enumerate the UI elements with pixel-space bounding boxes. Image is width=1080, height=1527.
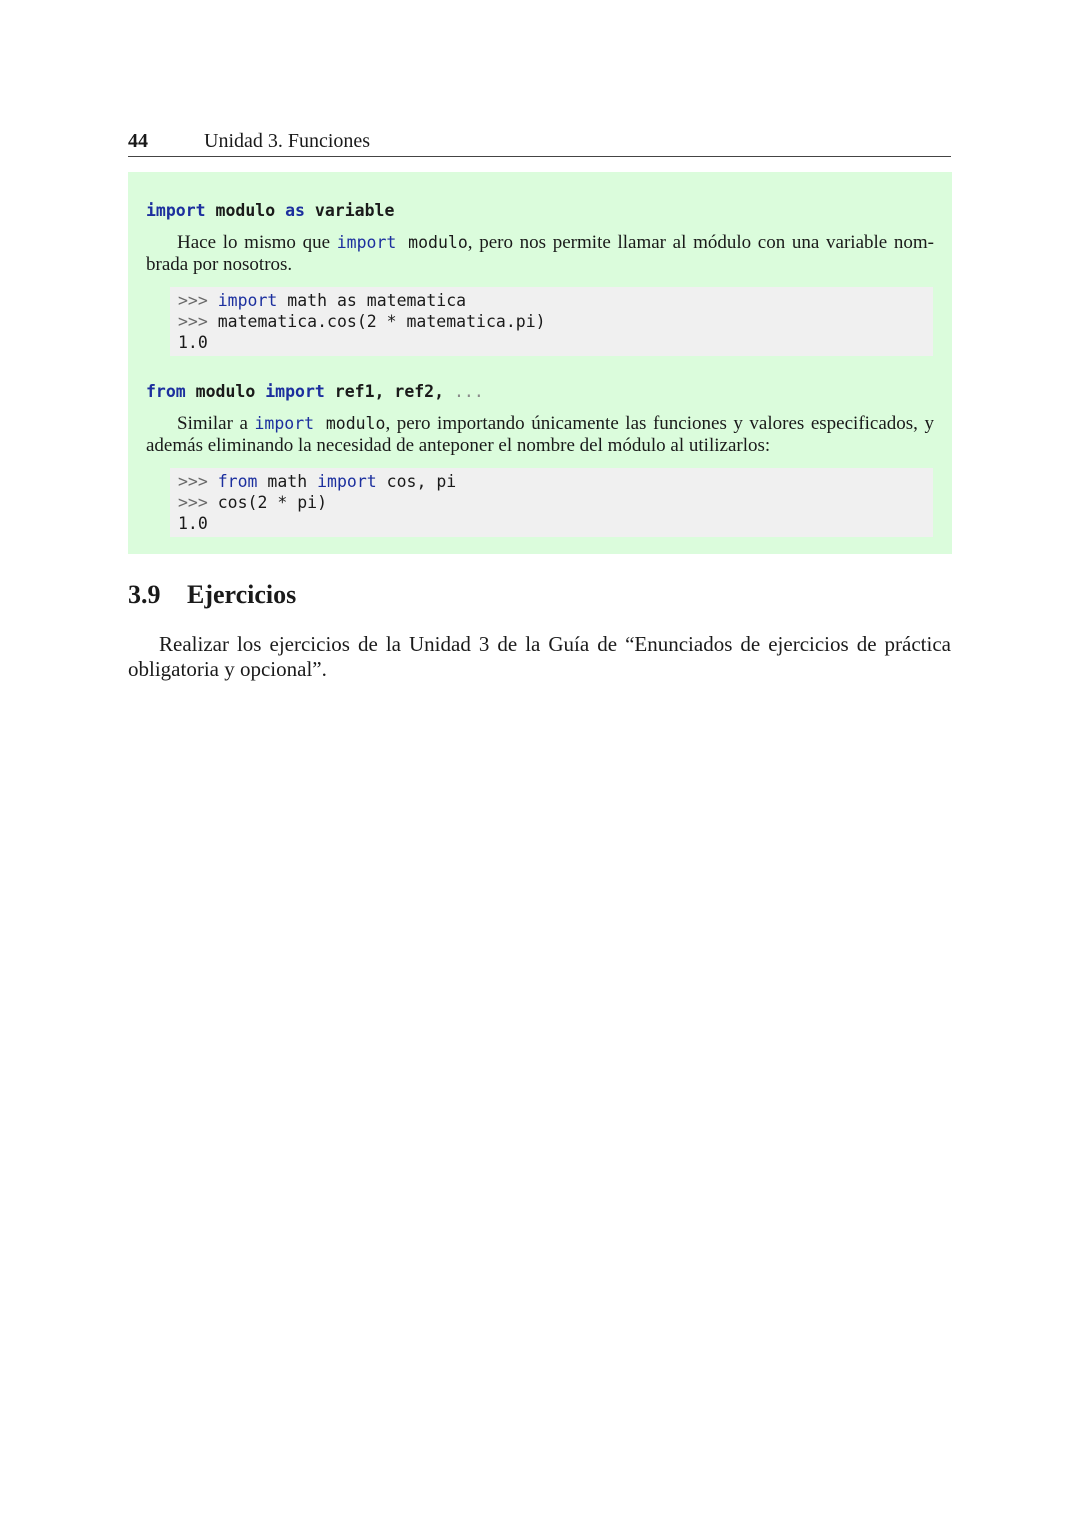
import-as-description bbox=[146, 232, 934, 276]
keyword-import: import bbox=[265, 382, 325, 401]
keyword-import: import bbox=[146, 201, 206, 220]
code-example-1 bbox=[170, 287, 933, 356]
code-line: >>> from math import cos, pi bbox=[178, 472, 457, 491]
from-import-signature bbox=[146, 382, 484, 401]
code-output: 1.0 bbox=[178, 514, 208, 533]
signature-variable: variable bbox=[304, 201, 395, 220]
signature-module: modulo bbox=[185, 382, 266, 401]
running-header bbox=[128, 130, 951, 157]
code-line: >>> import math as matematica bbox=[178, 291, 467, 310]
code-line: >>> matematica.cos(2 * matematica.pi) bbox=[178, 312, 546, 331]
signature-ellipsis: ... bbox=[453, 382, 484, 401]
inline-code-import: import bbox=[336, 233, 397, 252]
signature-module: modulo bbox=[205, 201, 286, 220]
description-line: además eliminando la necesidad de anteponer el nombre del módulo al utilizarlos: bbox=[146, 435, 771, 456]
code-example-2 bbox=[170, 468, 933, 537]
description-line: Hace lo mismo que import modulo, pero nos permite llamar al módulo con una variable nom- bbox=[177, 232, 935, 253]
paragraph-line: Realizar los ejercicios de la Unidad 3 de la Guía de “Enunciados de ejercicios de práctica bbox=[159, 632, 951, 656]
code-output: 1.0 bbox=[178, 333, 208, 352]
code-line: >>> cos(2 * pi) bbox=[178, 493, 328, 512]
inline-code-import: import bbox=[254, 414, 315, 433]
section-number: 3.9 bbox=[128, 580, 161, 609]
section-heading bbox=[128, 580, 296, 610]
section-paragraph bbox=[128, 632, 951, 682]
running-title: Unidad 3. Funciones bbox=[204, 130, 371, 152]
inline-code-modulo: modulo bbox=[396, 233, 468, 252]
signature-refs: ref1, ref2, bbox=[324, 382, 454, 401]
paragraph-line: obligatoria y opcional”. bbox=[128, 657, 327, 681]
import-as-signature bbox=[146, 201, 394, 220]
description-line: Similar a import modulo, pero importando únicamente las funciones y valores especificados, y bbox=[177, 413, 934, 434]
keyword-from: from bbox=[146, 382, 186, 401]
page-number: 44 bbox=[128, 130, 148, 152]
section-title: Ejercicios bbox=[187, 580, 297, 609]
keyword-as: as bbox=[285, 201, 305, 220]
from-import-description bbox=[146, 413, 934, 457]
description-line: brada por nosotros. bbox=[146, 254, 293, 275]
inline-code-modulo: modulo bbox=[314, 414, 386, 433]
